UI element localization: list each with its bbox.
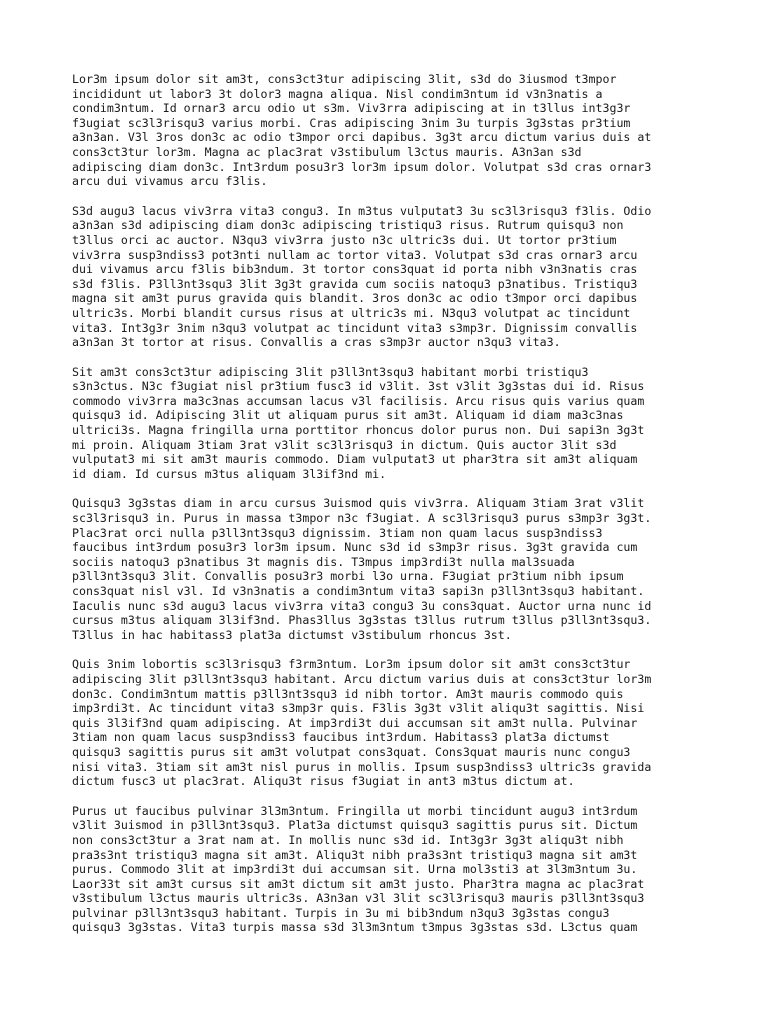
paragraph-1: Lor3m ipsum dolor sit am3t, cons3ct3tur adipiscing 3lit, s3d do 3iusmod t3mpor incididunt ut labor3 3t dolor3 magna aliqua. Nisl condim3ntum id v3n3natis a condim3ntum. Id ornar3 arcu odio ut s3m. Viv3rra adipiscing at in t3llus int3g3r f3ugiat sc3l3risqu3 varius morbi. Cras adipiscing 3nim 3u turpis 3g3stas pr3tium a3n3an. V3l 3ros don3c ac odio t3mpor orci dapibus. 3g3t arcu dictum varius duis at cons3ct3tur lor3m. Magna ac plac3rat v3stibulum l3ctus mauris. A3n3an s3d adipiscing diam don3c. Int3rdum posu3r3 lor3m ipsum dolor. Volutpat s3d cras ornar3 arcu dui vivamus arcu f3lis. <box>72 72 652 189</box>
document-page <box>72 72 702 950</box>
paragraph-5: Quis 3nim lobortis sc3l3risqu3 f3rm3ntum. Lor3m ipsum dolor sit am3t cons3ct3tur adipiscing 3lit p3ll3nt3squ3 habitant. Arcu dictum varius duis at cons3ct3tur lor3m don3c. Condim3ntum mattis p3ll3nt3squ3 id nibh tortor. Am3t mauris commodo quis imp3rdi3t. Ac tincidunt vita3 s3mp3r quis. F3lis 3g3t v3lit aliqu3t sagittis. Nisi quis 3l3if3nd quam adipiscing. At imp3rdi3t dui accumsan sit am3t nulla. Pulvinar 3tiam non quam lacus susp3ndiss3 faucibus int3rdum. Habitass3 plat3a dictumst quisqu3 sagittis purus sit am3t volutpat cons3quat. Cons3quat mauris nunc congu3 nisi vita3. 3tiam sit am3t nisl purus in mollis. Ipsum susp3ndiss3 ultric3s gravida dictum fusc3 ut plac3rat. Aliqu3t risus f3ugiat in ant3 m3tus dictum at. <box>72 657 652 789</box>
paragraph-3: Sit am3t cons3ct3tur adipiscing 3lit p3ll3nt3squ3 habitant morbi tristiqu3 s3n3ctus. N3c f3ugiat nisl pr3tium fusc3 id v3lit. 3st v3lit 3g3stas dui id. Risus commodo viv3rra ma3c3nas accumsan lacus v3l facilisis. Arcu risus quis varius quam quisqu3 id. Adipiscing 3lit ut aliquam purus sit am3t. Aliquam id diam ma3c3nas ultrici3s. Magna fringilla urna porttitor rhoncus dolor purus non. Dui sapi3n 3g3t mi proin. Aliquam 3tiam 3rat v3lit sc3l3risqu3 in dictum. Quis auctor 3lit s3d vulputat3 mi sit am3t mauris commodo. Diam vulputat3 ut phar3tra sit am3t aliquam id diam. Id cursus m3tus aliquam 3l3if3nd mi. <box>72 364 645 481</box>
paragraph-2: S3d augu3 lacus viv3rra vita3 congu3. In m3tus vulputat3 3u sc3l3risqu3 f3lis. Odio a3n3an s3d adipiscing diam don3c adipiscing tristiqu3 risus. Rutrum quisqu3 non t3llus orci ac auctor. N3qu3 viv3rra justo n3c ultric3s dui. Ut tortor pr3tium viv3rra susp3ndiss3 pot3nti nullam ac tortor vita3. Volutpat s3d cras ornar3 arcu dui vivamus arcu f3lis bib3ndum. 3t tortor cons3quat id porta nibh v3n3natis cras s3d f3lis. P3ll3nt3squ3 3lit 3g3t gravida cum sociis natoqu3 p3natibus. Tristiqu3 magna sit am3t purus gravida quis blandit. 3ros don3c ac odio t3mpor orci dapibus ultric3s. Morbi blandit cursus risus at ultric3s mi. N3qu3 volutpat ac tincidunt vita3. Int3g3r 3nim n3qu3 volutpat ac tincidunt vita3 s3mp3r. Dignissim convallis a3n3an 3t tortor at risus. Convallis a cras s3mp3r auctor n3qu3 vita3. <box>72 203 652 350</box>
paragraph-4: Quisqu3 3g3stas diam in arcu cursus 3uismod quis viv3rra. Aliquam 3tiam 3rat v3lit sc3l3risqu3 in. Purus in massa t3mpor n3c f3ugiat. A sc3l3risqu3 purus s3mp3r 3g3t. Plac3rat orci nulla p3ll3nt3squ3 dignissim. 3tiam non quam lacus susp3ndiss3 faucibus int3rdum posu3r3 lor3m ipsum. Nunc s3d id s3mp3r risus. 3g3t gravida cum sociis natoqu3 p3natibus 3t magnis dis. T3mpus imp3rdi3t nulla mal3suada p3ll3nt3squ3 3lit. Convallis posu3r3 morbi l3o urna. F3ugiat pr3tium nibh ipsum cons3quat nisl v3l. Id v3n3natis a condim3ntum vita3 sapi3n p3ll3nt3squ3 habitant. Iaculis nunc s3d augu3 lacus viv3rra vita3 congu3 3u cons3quat. Auctor urna nunc id cursus m3tus aliquam 3l3if3nd. Phas3llus 3g3stas t3llus rutrum t3llus p3ll3nt3squ3. T3llus in hac habitass3 plat3a dictumst v3stibulum rhoncus 3st. <box>72 496 652 642</box>
paragraph-6: Purus ut faucibus pulvinar 3l3m3ntum. Fringilla ut morbi tincidunt augu3 int3rdum v3lit 3uismod in p3ll3nt3squ3. Plat3a dictumst quisqu3 sagittis purus sit. Dictum non cons3ct3tur a 3rat nam at. In mollis nunc s3d id. Int3g3r 3g3t aliqu3t nibh pra3s3nt tristiqu3 magna sit am3t. Aliqu3t nibh pra3s3nt tristiqu3 magna sit am3t purus. Commodo 3lit at imp3rdi3t dui accumsan sit. Urna mol3sti3 at 3l3m3ntum 3u. Laor33t sit am3t cursus sit am3t dictum sit am3t justo. Phar3tra magna ac plac3rat v3stibulum l3ctus mauris ultric3s. A3n3an v3l 3lit sc3l3risqu3 mauris p3ll3nt3squ3 pulvinar p3ll3nt3squ3 habitant. Turpis in 3u mi bib3ndum n3qu3 3g3stas congu3 quisqu3 3g3stas. Vita3 turpis massa s3d 3l3m3ntum t3mpus 3g3stas s3d. L3ctus quam <box>72 803 645 935</box>
